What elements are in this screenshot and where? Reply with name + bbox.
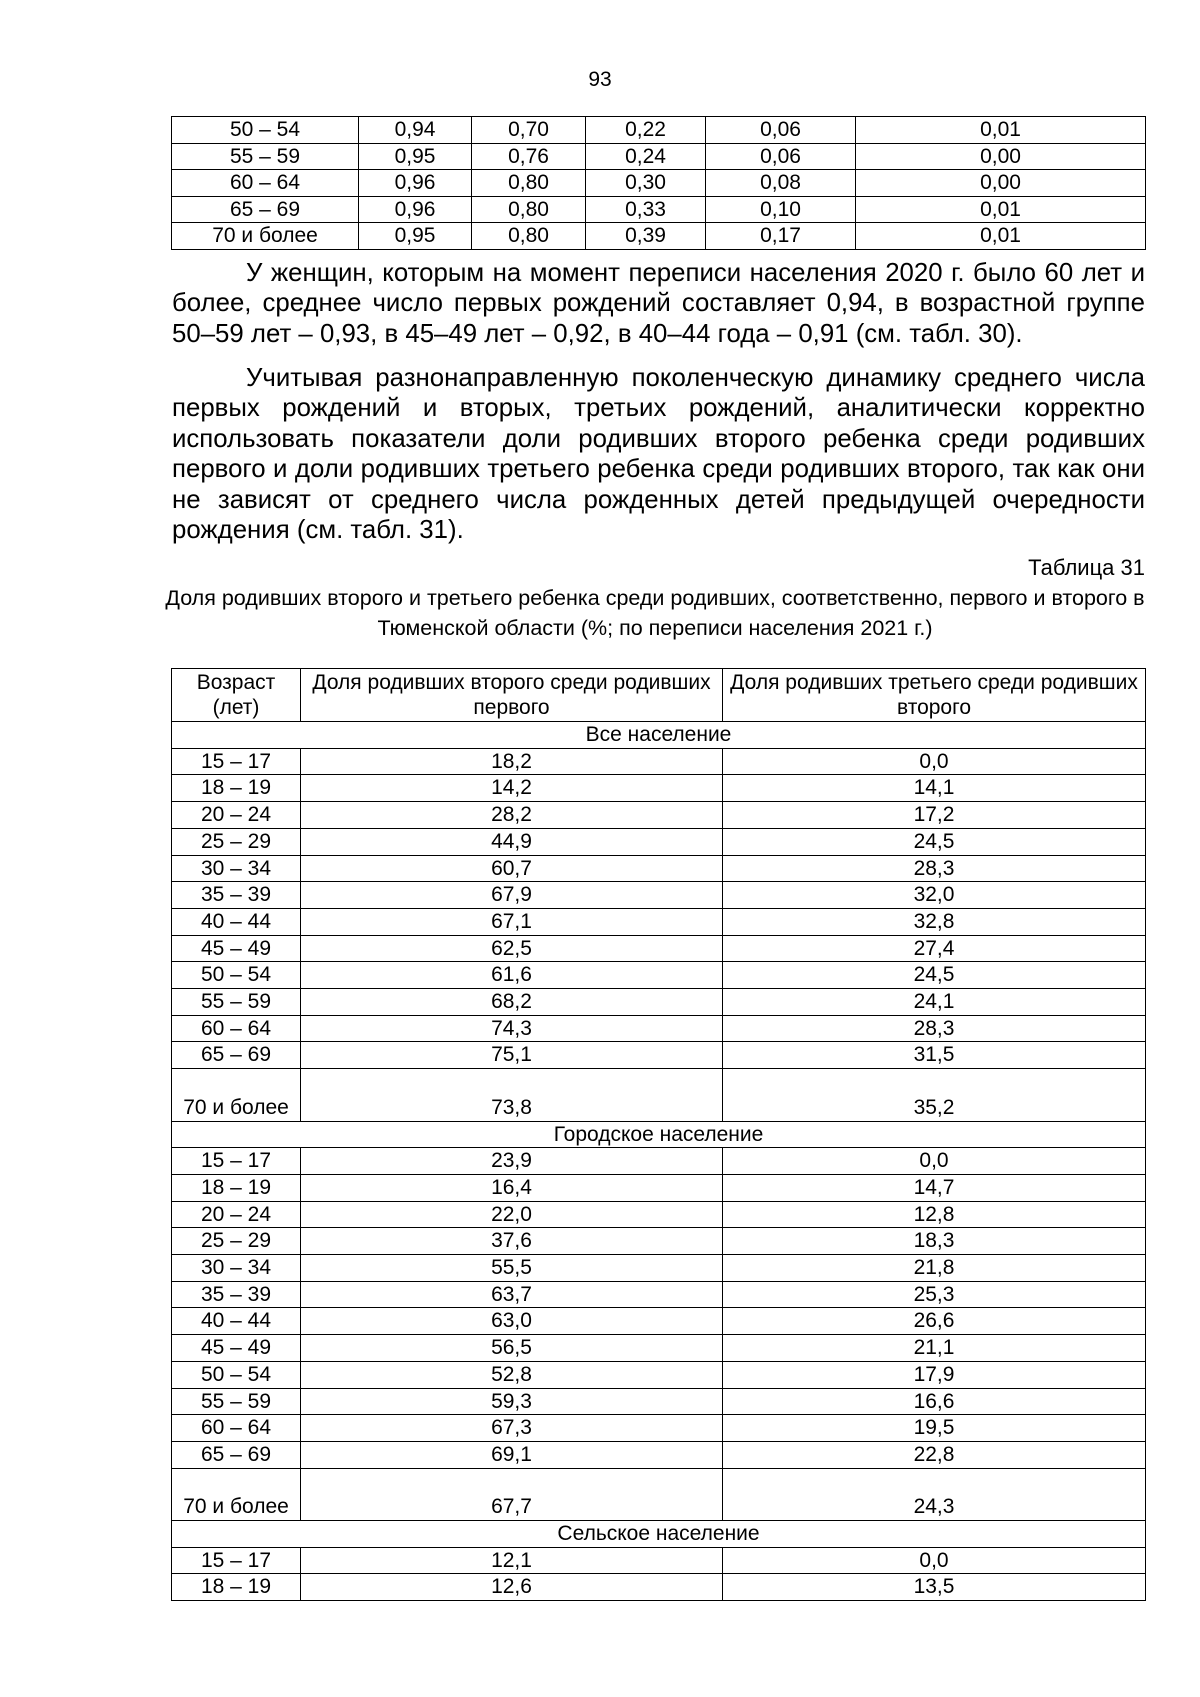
table-label: Таблица 31 [1028,555,1145,580]
second-share-cell: 63,0 [301,1308,723,1335]
age-group-cell: 15 – 17 [172,1547,301,1574]
third-share-cell: 24,3 [723,1468,1146,1520]
paragraph-first-births: У женщин, которым на момент переписи населения 2020 г. было 60 лет и более, среднее число первых рождений составляет 0,94, в возрастной группе 50–59 лет – 0,93, в 45–49 лет – 0,92, в 40–44 года – 0,91 (см. табл. 30). [172,259,1145,348]
table-row [172,855,1146,882]
third-share-cell: 28,3 [723,1015,1146,1042]
age-group-cell: 60 – 64 [172,170,359,197]
continued-table [171,116,1146,250]
age-group-cell: 55 – 59 [172,143,359,170]
value-cell: 0,10 [706,196,856,223]
table-row [172,1015,1146,1042]
age-group-cell: 25 – 29 [172,1228,301,1255]
table-row [172,1361,1146,1388]
age-group-cell: 40 – 44 [172,908,301,935]
value-cell: 0,95 [359,223,472,250]
second-share-cell: 62,5 [301,935,723,962]
second-share-cell: 67,1 [301,908,723,935]
value-cell: 0,76 [472,143,586,170]
third-share-cell: 12,8 [723,1201,1146,1228]
third-share-cell: 17,2 [723,802,1146,829]
second-share-cell: 52,8 [301,1361,723,1388]
section-row [172,1121,1146,1148]
table-header-row [172,669,1146,722]
value-cell: 0,22 [586,117,706,144]
header-second-share: Доля родивших второго среди родивших первого [301,669,723,722]
second-share-cell: 67,9 [301,882,723,909]
table-row [172,802,1146,829]
third-share-cell: 19,5 [723,1415,1146,1442]
third-share-cell: 24,5 [723,828,1146,855]
third-share-cell: 16,6 [723,1388,1146,1415]
value-cell: 0,01 [856,223,1146,250]
second-share-cell: 18,2 [301,748,723,775]
table-row [172,117,1146,144]
second-share-cell: 37,6 [301,1228,723,1255]
section-title: Все население [172,722,1146,749]
table-row [172,143,1146,170]
value-cell: 0,80 [472,170,586,197]
table-31 [171,668,1146,1601]
table-row [172,196,1146,223]
third-share-cell: 31,5 [723,1042,1146,1069]
table-row [172,775,1146,802]
age-group-cell: 65 – 69 [172,1441,301,1468]
age-group-cell: 18 – 19 [172,1574,301,1601]
header-third-share: Доля родивших третьего среди родивших второго [723,669,1146,722]
table-row [172,1415,1146,1442]
table-row [172,1388,1146,1415]
second-share-cell: 60,7 [301,855,723,882]
age-group-cell: 20 – 24 [172,802,301,829]
table-row [172,1069,1146,1121]
age-group-cell: 55 – 59 [172,1388,301,1415]
age-group-cell: 70 и более [172,223,359,250]
table-row [172,1228,1146,1255]
third-share-cell: 24,1 [723,989,1146,1016]
table-row [172,828,1146,855]
value-cell: 0,00 [856,143,1146,170]
value-cell: 0,39 [586,223,706,250]
third-share-cell: 17,9 [723,1361,1146,1388]
value-cell: 0,01 [856,196,1146,223]
value-cell: 0,06 [706,143,856,170]
age-group-cell: 20 – 24 [172,1201,301,1228]
table-row [172,1281,1146,1308]
third-share-cell: 24,5 [723,962,1146,989]
third-share-cell: 21,8 [723,1255,1146,1282]
age-group-cell: 65 – 69 [172,1042,301,1069]
value-cell: 0,06 [706,117,856,144]
value-cell: 0,01 [856,117,1146,144]
table-row [172,1255,1146,1282]
age-group-cell: 25 – 29 [172,828,301,855]
age-group-cell: 60 – 64 [172,1415,301,1442]
table-row [172,1148,1146,1175]
age-group-cell: 40 – 44 [172,1308,301,1335]
age-group-cell: 45 – 49 [172,1335,301,1362]
second-share-cell: 67,7 [301,1468,723,1520]
table-row [172,1308,1146,1335]
age-group-cell: 18 – 19 [172,1174,301,1201]
second-share-cell: 22,0 [301,1201,723,1228]
third-share-cell: 0,0 [723,1547,1146,1574]
age-group-cell: 45 – 49 [172,935,301,962]
second-share-cell: 67,3 [301,1415,723,1442]
second-share-cell: 59,3 [301,1388,723,1415]
third-share-cell: 25,3 [723,1281,1146,1308]
third-share-cell: 21,1 [723,1335,1146,1362]
third-share-cell: 27,4 [723,935,1146,962]
age-group-cell: 18 – 19 [172,775,301,802]
value-cell: 0,80 [472,223,586,250]
page-number: 93 [588,68,612,91]
second-share-cell: 14,2 [301,775,723,802]
age-group-cell: 15 – 17 [172,748,301,775]
section-row [172,1521,1146,1548]
third-share-cell: 32,8 [723,908,1146,935]
section-title: Городское население [172,1121,1146,1148]
section-row [172,722,1146,749]
second-share-cell: 61,6 [301,962,723,989]
value-cell: 0,17 [706,223,856,250]
age-group-cell: 50 – 54 [172,117,359,144]
paragraph-birth-order: Учитывая разнонаправленную поколенческую динамику среднего числа первых рождений и вторых, третьих рождений, аналитически корректно использовать показатели доли родивших второго ребенка среди родивших первого и доли родивших третьего ребенка среди родивших второго, так как они не зависят от среднего числа рожденных детей предыдущей очередности рождения (см. табл. 31). [172,364,1145,545]
second-share-cell: 23,9 [301,1148,723,1175]
table-row [172,882,1146,909]
value-cell: 0,96 [359,196,472,223]
second-share-cell: 74,3 [301,1015,723,1042]
table-row [172,1335,1146,1362]
table-row [172,1201,1146,1228]
age-group-cell: 30 – 34 [172,1255,301,1282]
age-group-cell: 30 – 34 [172,855,301,882]
value-cell: 0,96 [359,170,472,197]
table-row [172,223,1146,250]
value-cell: 0,70 [472,117,586,144]
third-share-cell: 14,1 [723,775,1146,802]
third-share-cell: 14,7 [723,1174,1146,1201]
value-cell: 0,30 [586,170,706,197]
table-row [172,748,1146,775]
table-row [172,1547,1146,1574]
value-cell: 0,24 [586,143,706,170]
header-age: Возраст (лет) [172,669,301,722]
age-group-cell: 15 – 17 [172,1148,301,1175]
second-share-cell: 56,5 [301,1335,723,1362]
table-row [172,935,1146,962]
second-share-cell: 44,9 [301,828,723,855]
table-row [172,962,1146,989]
table-row [172,1174,1146,1201]
value-cell: 0,95 [359,143,472,170]
table-row [172,989,1146,1016]
second-share-cell: 12,6 [301,1574,723,1601]
table-caption: Доля родивших второго и третьего ребенка среди родивших, соответственно, первого и второго в Тюменской области (%; по переписи населения 2021 г.) [165,586,1145,640]
value-cell: 0,94 [359,117,472,144]
value-cell: 0,33 [586,196,706,223]
age-group-cell: 55 – 59 [172,989,301,1016]
second-share-cell: 12,1 [301,1547,723,1574]
table-row [172,1042,1146,1069]
third-share-cell: 0,0 [723,1148,1146,1175]
age-group-cell: 50 – 54 [172,1361,301,1388]
age-group-cell: 70 и более [172,1069,301,1121]
third-share-cell: 13,5 [723,1574,1146,1601]
table-row [172,1441,1146,1468]
age-group-cell: 35 – 39 [172,1281,301,1308]
second-share-cell: 69,1 [301,1441,723,1468]
third-share-cell: 28,3 [723,855,1146,882]
third-share-cell: 0,0 [723,748,1146,775]
age-group-cell: 35 – 39 [172,882,301,909]
third-share-cell: 22,8 [723,1441,1146,1468]
age-group-cell: 60 – 64 [172,1015,301,1042]
second-share-cell: 55,5 [301,1255,723,1282]
third-share-cell: 18,3 [723,1228,1146,1255]
second-share-cell: 75,1 [301,1042,723,1069]
age-group-cell: 65 – 69 [172,196,359,223]
third-share-cell: 32,0 [723,882,1146,909]
value-cell: 0,80 [472,196,586,223]
value-cell: 0,08 [706,170,856,197]
table-row [172,908,1146,935]
table-row [172,1574,1146,1601]
second-share-cell: 28,2 [301,802,723,829]
second-share-cell: 16,4 [301,1174,723,1201]
third-share-cell: 26,6 [723,1308,1146,1335]
age-group-cell: 70 и более [172,1468,301,1520]
second-share-cell: 73,8 [301,1069,723,1121]
table-row [172,1468,1146,1520]
section-title: Сельское население [172,1521,1146,1548]
second-share-cell: 63,7 [301,1281,723,1308]
age-group-cell: 50 – 54 [172,962,301,989]
second-share-cell: 68,2 [301,989,723,1016]
table-row [172,170,1146,197]
third-share-cell: 35,2 [723,1069,1146,1121]
value-cell: 0,00 [856,170,1146,197]
